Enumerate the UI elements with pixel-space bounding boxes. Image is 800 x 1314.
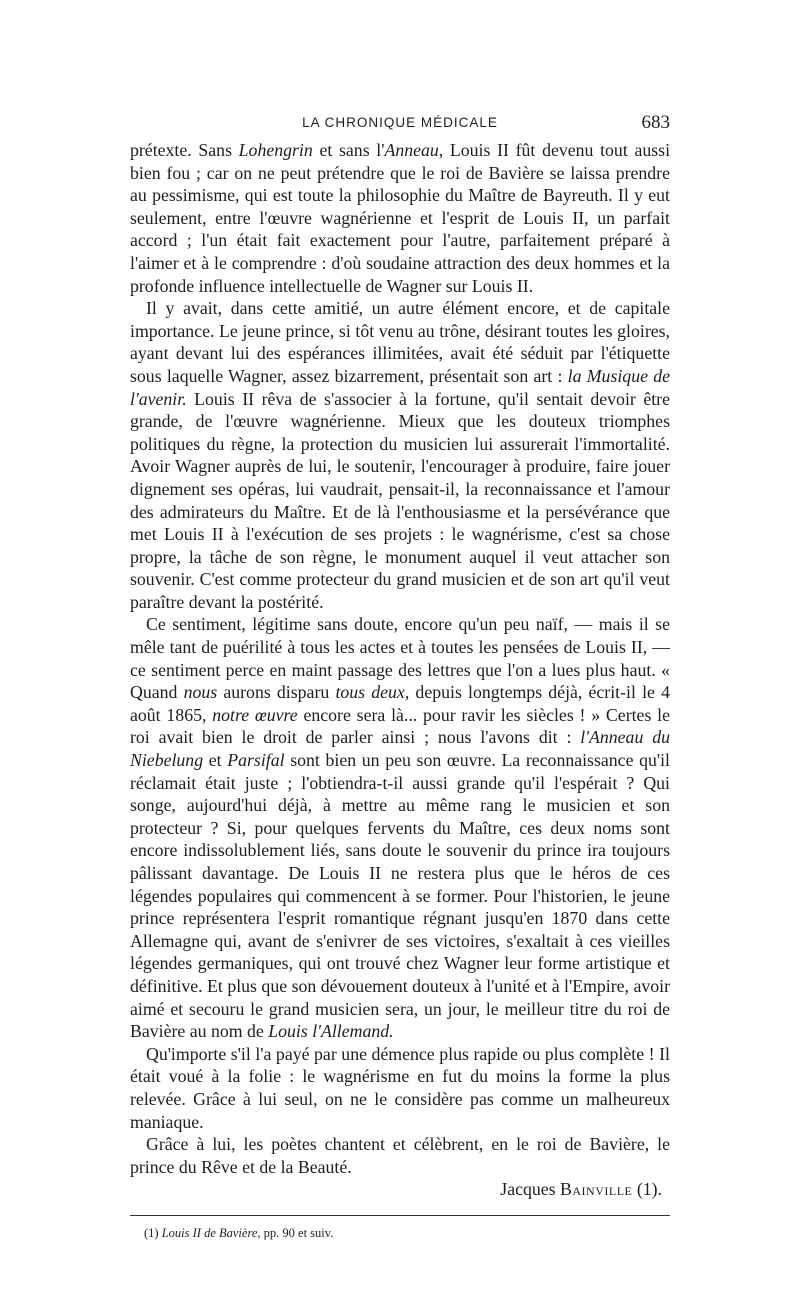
footnote <box>130 1226 670 1241</box>
italic-text: notre œuvre <box>212 704 298 725</box>
paragraph <box>130 139 670 297</box>
footnote-divider <box>130 1215 670 1216</box>
author-signature <box>130 1178 670 1201</box>
text-run: Louis II rêva de s'associer à la fortune, qu'il sentait devoir être grande, de l'œuvre wagnérienne. Mieux que les douteux triomphes politiques du règne, la protection du musicien lui assurerait l'immortalité. Avoir Wagner auprès de lui, le soutenir, l'encourager à produire, faire jouer dignement ses opéras, lui vaudrait, pensait-il, la reconnaissance et l'amour des admirateurs du Maître. Et de là l'enthousiasme et la persévérance que met Louis II à l'exécution de ses projets : le wagnérisme, c'est sa chose propre, la tâche de son règne, le monument auquel il veut attacher son souvenir. C'est comme protecteur du grand musicien et de son art qu'il veut paraître devant la postérité. <box>130 388 670 612</box>
body-text <box>130 139 670 1178</box>
italic-text: Lohengrin <box>238 140 313 160</box>
italic-text: Anneau, <box>384 140 444 160</box>
text-run: encore sera là... pour ravir les siècles ! » Certes le roi avait bien le droit de parler ainsi ; nous l'avons dit : <box>130 704 670 748</box>
page-number: 683 <box>641 112 670 133</box>
text-run: aurons disparu <box>217 682 336 703</box>
paragraph <box>130 1133 670 1178</box>
paragraph <box>130 297 670 613</box>
italic-text: Louis l'Allemand. <box>268 1021 394 1042</box>
book-page <box>130 112 670 1241</box>
italic-text: Parsifal <box>227 750 285 771</box>
text-run: Louis II fût devenu tout aussi bien fou ; car on ne peut prétendre que le roi de Bavière se laissa prendre au pessimisme, qui est toute la philosophie du Maître de Bayreuth. Il y eut seulement, entre l'œuvre wagnérienne et l'esprit de Louis II, un parfait accord ; l'un était fait exactement pour l'autre, parfaitement préparé à l'aimer et à le comprendre : d'où soudaine attraction des deux hommes et la profonde influence intellectuelle de Wagner sur Louis II. <box>130 140 671 296</box>
text-run: et <box>203 750 228 771</box>
italic-text: la Musique de l'avenir. <box>130 365 670 409</box>
text-run: Ce sentiment, légitime sans doute, encore qu'un peu naïf, — mais il se mêle tant de puérilité à tous les actes et à toutes les pensées de Louis II, — ce sentiment perce en maint passage des lettres que l'on a lues plus haut. « Quand <box>130 614 670 703</box>
text-run: Grâce à lui, les poètes chantent et célèbrent, en le roi de Bavière, le prince du Rêve et de la Beauté. <box>130 1134 670 1177</box>
italic-text: nous <box>183 682 218 703</box>
page-header <box>130 112 670 134</box>
italic-text: Louis II de Bavière, <box>161 1225 261 1240</box>
text-run: Qu'importe s'il l'a payé par une démence plus rapide ou plus complète ! Il était voué à la folie : le wagnérisme en fut du moins la forme la plus relevée. Grâce à lui seul, on ne le considère pas comme un malheureux maniaque. <box>130 1043 670 1132</box>
running-title: LA CHRONIQUE MÉDICALE <box>302 115 498 130</box>
paragraph <box>130 613 670 1042</box>
text-run: Il y avait, dans cette amitié, un autre élément encore, et de capitale importance. Le jeune prince, si tôt venu au trône, désirant toutes les gloires, ayant devant lui des espérances illimitées, avait été séduit par l'étiquette sous laquelle Wagner, assez bizarrement, présentait son art : <box>130 298 670 386</box>
paragraph <box>130 1043 670 1133</box>
author-first-name: Jacques <box>500 1179 561 1200</box>
text-run: sont bien un peu son œuvre. La reconnaissance qu'il réclamait était juste ; l'obtiendra-t-il aussi grande qu'il l'espérait ? Qui songe, aujourd'hui déjà, à mettre au même rang le musicien et son protecteur ? Si, pour quelques fervents du Maître, ces deux noms sont encore indissolublement liés, sans doute le souvenir du prince ira toujours pâlissant davantage. De Louis II ne restera plus que le héros de ces légendes populaires qui commencent à se former. Pour l'historien, le jeune prince représentera l'esprit romantique régnant jusqu'en 1870 dans cette Allemagne qui, avant de s'enivrer de ses victoires, s'exaltait à ces vieilles légendes germaniques, qui ont trouvé chez Wagner leur forme artistique et définitive. Et plus que son dévouement douteux à l'unité et à l'Empire, avoir aimé et secouru le grand musicien sera, un jour, le meilleur titre du roi de Bavière au nom de <box>130 750 670 1042</box>
footnote-reference: (1). <box>632 1179 662 1200</box>
text-run: (1) <box>144 1225 162 1240</box>
text-run: et sans l' <box>312 140 385 160</box>
text-run: pp. 90 et suiv. <box>260 1225 334 1240</box>
text-run: prétexte. Sans <box>130 140 239 160</box>
author-last-name: Bainville <box>560 1179 633 1200</box>
italic-text: l'Anneau du Niebelung <box>130 727 670 771</box>
text-run: depuis longtemps déjà, écrit-il le 4 août 1865, <box>130 682 670 725</box>
italic-text: tous deux, <box>335 682 410 703</box>
